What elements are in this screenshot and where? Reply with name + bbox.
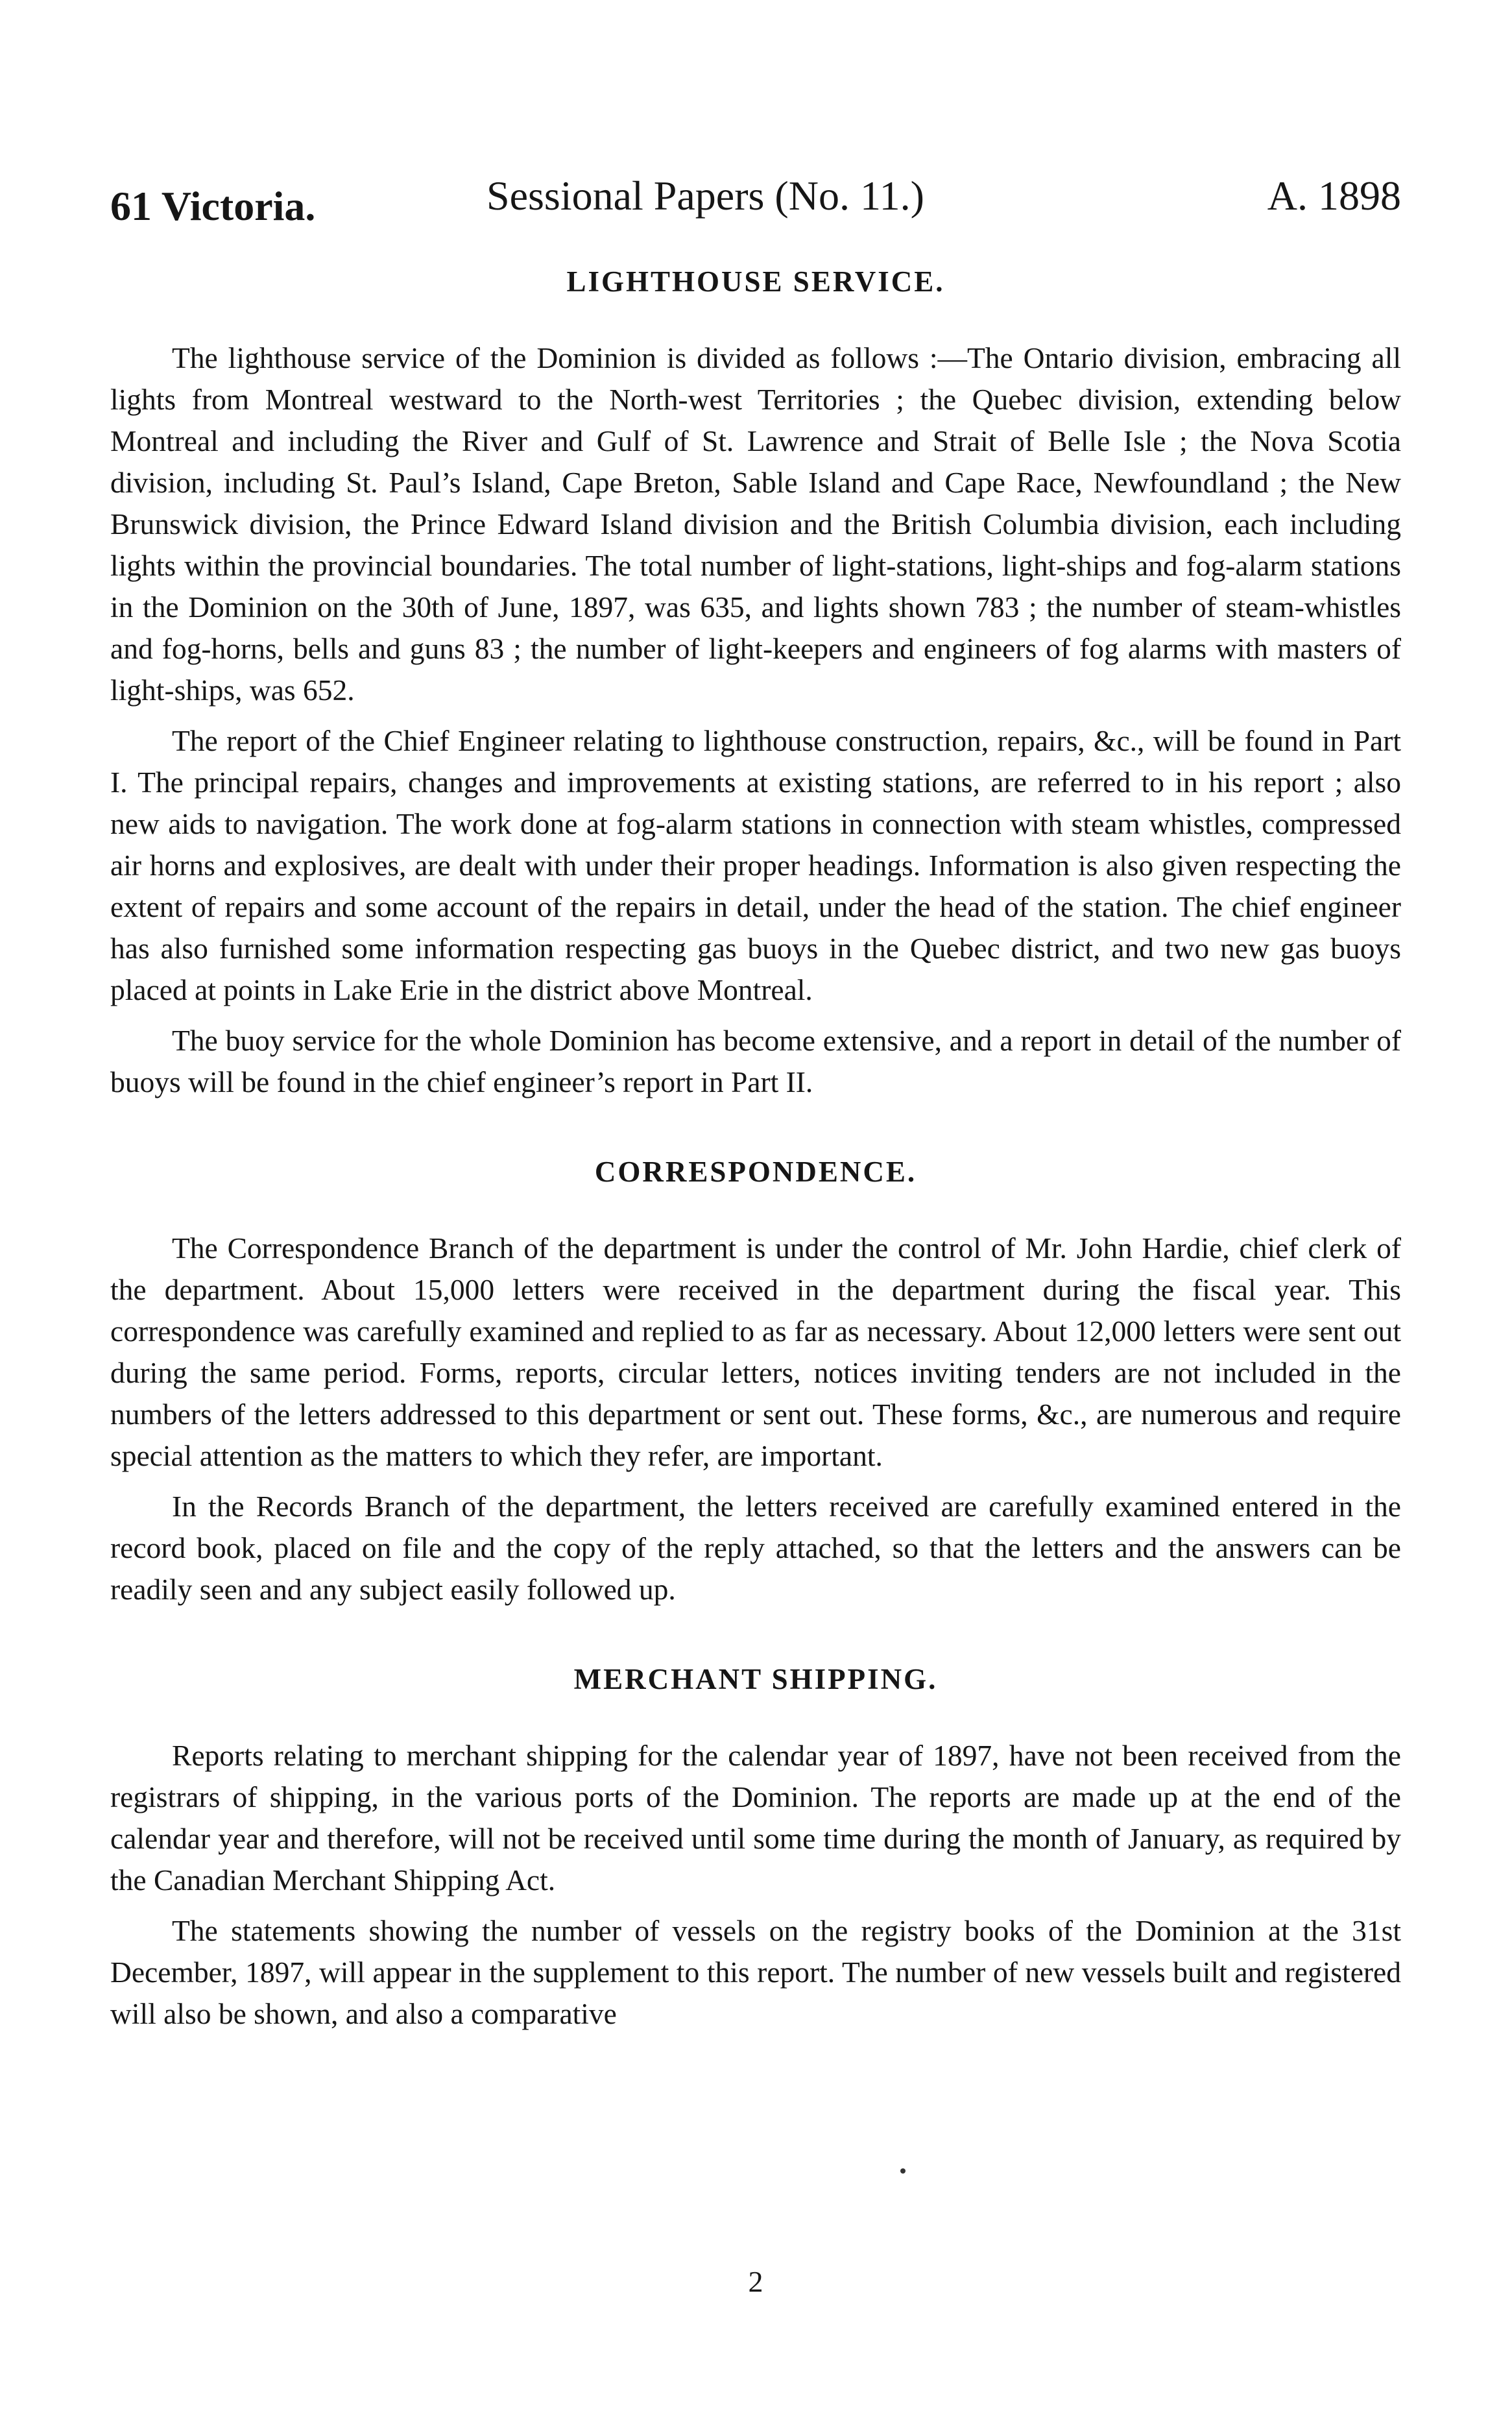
paragraph: Reports relating to merchant shipping for the calendar year of 1897, have not been received from the registrars of shipping, in the various ports of the Dominion. The reports are made up at the end of the calendar year and therefore, will not be received until some time during the month of January, as required by the Canadian Merchant Shipping Act.	[110, 1739, 1401, 1897]
header-year: A. 1898	[1267, 173, 1401, 219]
ink-speck	[900, 2168, 906, 2174]
running-header	[110, 175, 1401, 240]
section-title-lighthouse: LIGHTHOUSE SERVICE.	[566, 265, 945, 298]
document-page	[110, 175, 1401, 2381]
paragraph: The statements showing the number of vessels on the registry books of the Dominion at the 31st December, 1897, will appear in the supplement to this report. The number of new vessels built and registered will also be shown, and also a comparative	[110, 1914, 1401, 2030]
paragraph: The buoy service for the whole Dominion has become extensive, and a report in detail of the number of buoys will be found in the chief engineer’s report in Part II.	[110, 1024, 1401, 1098]
section-title-merchant-shipping: MERCHANT SHIPPING.	[573, 1663, 938, 1695]
header-volume: 61 Victoria.	[110, 183, 316, 229]
header-title: Sessional Papers (No. 11.)	[486, 173, 924, 219]
paragraph: The Correspondence Branch of the department is under the control of Mr. John Hardie, chief clerk of the department. About 15,000 letters were received in the department during the fiscal year. This correspondence was carefully examined and replied to as far as necessary. About 12,000 letters were sent out during the same period. Forms, reports, circular letters, notices inviting tenders are not included in the numbers of the letters addressed to this department or sent out. These forms, &c., are numerous and require special attention as the matters to which they refer, are important.	[110, 1231, 1401, 1472]
section-title-correspondence: CORRESPONDENCE.	[594, 1156, 917, 1188]
paragraph: The lighthouse service of the Dominion is divided as follows :—The Ontario division, embracing all lights from Montreal westward to the North-west Territories ; the Quebec division, extending below Montreal and including the River and Gulf of St. Lawrence and Strait of Belle Isle ; the Nova Scotia division, including St. Paul’s Island, Cape Breton, Sable Island and Cape Race, Newfoundland ; the New Brunswick division, the Prince Edward Island division and the British Columbia division, each including lights within the provincial boundaries. The total number of light-stations, light-ships and fog-alarm stations in the Dominion on the 30th of June, 1897, was 635, and lights shown 783 ; the number of steam-whistles and fog-horns, bells and guns 83 ; the number of light-keepers and engineers of fog alarms with masters of light-ships, was 652.	[110, 341, 1401, 707]
page-number: 2	[748, 2265, 763, 2298]
paragraph: In the Records Branch of the department, the letters received are carefully examined entered in the record book, placed on file and the copy of the reply attached, so that the letters and the answers can be readily seen and any subject easily followed up.	[110, 1490, 1401, 1606]
paragraph: The report of the Chief Engineer relating to lighthouse construction, repairs, &c., will be found in Part I. The principal repairs, changes and improvements at existing stations, are referred to in his report ; also new aids to navigation. The work done at fog-alarm stations in connection with steam whistles, compressed air horns and explosives, are dealt with under their proper headings. Information is also given respecting the extent of repairs and some account of the repairs in detail, under the head of the station. The chief engineer has also furnished some information respecting gas buoys in the Quebec district, and two new gas buoys placed at points in Lake Erie in the district above Montreal.	[110, 724, 1401, 1006]
